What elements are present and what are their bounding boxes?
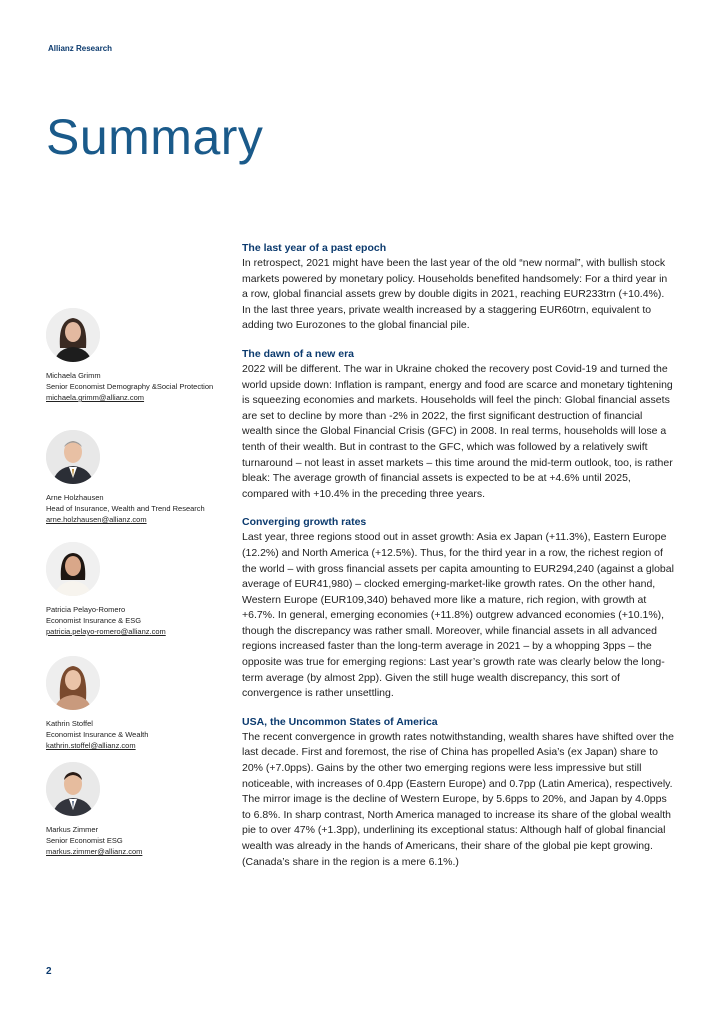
page-title: Summary — [46, 109, 264, 165]
section-paragraph: 2022 will be different. The war in Ukraine choked the recovery post Covid-19 and turned the world upside down: Inflation is rampant, energy and food are scarce and monetary tightening is squeezing economies and markets. Households will feel the pinch: Global financial assets are set to decline by more than -2% in 2022, the first significant destruction of financial wealth since the Global Financial Crisis (GFC) in 2008. In real terms, households will lose a tenth of their wealth. But in contrast to the GFC, which was followed by a relatively swift turnaround – not least in asset markets – this time around the mid-term outlook, too, is rather bleak: The average growth of financial assets is expected to be at +4.6% until 2025, compared with +10.4% in the preceding three years. — [242, 362, 673, 500]
author-card — [46, 656, 236, 751]
author-role: Senior Economist ESG — [46, 836, 123, 845]
author-email-link[interactable]: markus.zimmer@allianz.com — [46, 847, 143, 856]
section-paragraph: In retrospect, 2021 might have been the last year of the old “new normal”, with bullish stock markets powered by monetary policy. Households benefited handsomely: For a third year in a row, global financial assets grew by double digits in 2021, reaching EUR233trn (+10.4%). In the last three years, private wealth increased by a staggering EUR60trn, equivalent to adding two Eurozones to the global financial pile. — [242, 257, 668, 332]
author-name: Arne Holzhausen — [46, 493, 104, 502]
author-email-link[interactable]: kathrin.stoffel@allianz.com — [46, 741, 136, 750]
author-email-link[interactable]: arne.holzhausen@allianz.com — [46, 515, 147, 524]
author-name: Kathrin Stoffel — [46, 719, 93, 728]
author-role: Economist Insurance & Wealth — [46, 730, 149, 739]
page-number: 2 — [46, 966, 52, 977]
author-email-link[interactable]: patricia.pelayo-romero@allianz.com — [46, 627, 166, 636]
author-email-link[interactable]: michaela.grimm@allianz.com — [46, 393, 145, 402]
author-name: Michaela Grimm — [46, 371, 101, 380]
section-paragraph: The recent convergence in growth rates notwithstanding, wealth shares have shifted over the last decade. First and foremost, the rise of China has propelled Asia’s (ex Japan) share to 20% (+7.0pps). Gains by the other two emerging regions were less impressive but still noticeable, with increases of 0.4pp (Eastern Europe) and 0.7pp (Latin America), respectively. The mirror image is the decline of Western Europe, by 5.6pps to 20%, and Japan by 4.0pps to 6.8%. In sharp contrast, North America managed to increase its share of the global wealth pie to over 47% (+1.3pp), underlining its exceptional status: Although half of global financial wealth was already in the hands of Americans, their share of the global pie kept growing. (Canada’s share in the region is a mere 6.1%.) — [242, 730, 674, 868]
author-photo — [46, 656, 100, 710]
author-name: Markus Zimmer — [46, 825, 99, 834]
section-paragraph: Last year, three regions stood out in asset growth: Asia ex Japan (+11.3%), Eastern Europe (12.2%) and North America (+12.5%). Thus, for the third year in a row, the richest region of the world – with gross financial assets per capita amounting to EUR294,240 (against a global average of EUR41,980) – clocked emerging-market-like growth rates. On the other hand, Western Europe (EUR109,340) behaved more like a mature, rich region, with growth at +6.7%. In general, emerging economies (+11.8%) outgrew advanced economies (+10.1%), though the discrepancy was rather small. Moreover, while financial assets in all advanced regions increased faster than the long-term average in 2021 – by a whopping 3pps – the opposite was true for emerging regions: Last year’s growth rate was clearly below the long-term average (by almost 2pp). Given the still huge wealth discrepancy, this sort of convergence is rather unsettling. — [242, 531, 674, 700]
section-heading: The dawn of a new era — [242, 347, 355, 360]
author-role: Senior Economist Demography &Social Protection — [46, 382, 214, 391]
section-heading: USA, the Uncommon States of America — [242, 715, 438, 728]
author-card — [46, 542, 236, 637]
author-photo — [46, 542, 100, 596]
section-heading: The last year of a past epoch — [242, 242, 387, 254]
author-card — [46, 430, 236, 525]
author-name: Patricia Pelayo-Romero — [46, 605, 126, 614]
author-role: Head of Insurance, Wealth and Trend Research — [46, 504, 205, 513]
author-card — [46, 762, 236, 857]
author-role: Economist Insurance & ESG — [46, 616, 142, 625]
author-photo — [46, 762, 100, 816]
author-card — [46, 308, 236, 403]
report-header-label: Allianz Research — [48, 44, 113, 53]
author-photo — [46, 430, 100, 484]
summary-body — [242, 240, 674, 882]
section-heading: Converging growth rates — [242, 516, 367, 529]
author-photo — [46, 308, 100, 362]
